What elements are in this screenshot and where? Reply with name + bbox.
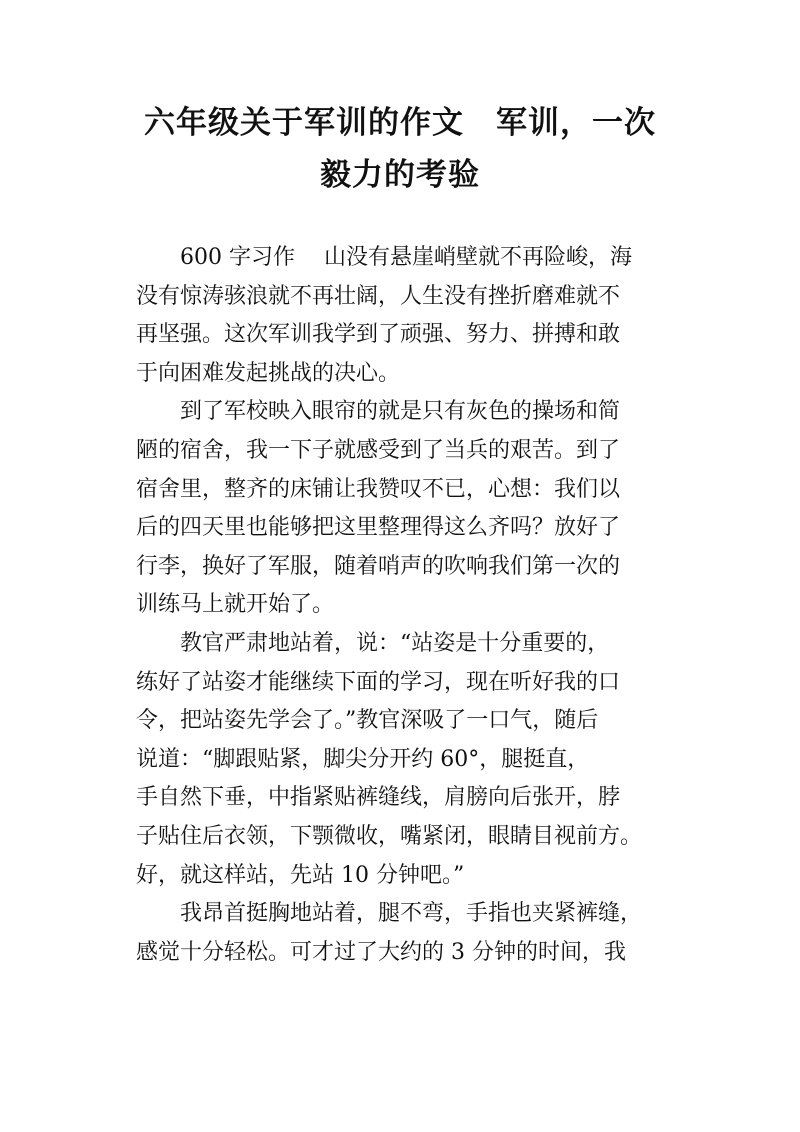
paragraph-4-line-2: 感觉十分轻松。可才过了大约的 3 分钟的时间，我 (136, 939, 626, 965)
paragraph-3-line-4: 说道：“脚跟贴紧，脚尖分开约 60°，腿挺直， (136, 746, 590, 772)
paragraph-3-line-3: 令，把站姿先学会了。”教官深吸了一口气，随后 (136, 708, 599, 734)
paragraph-3-line-6: 子贴住后衣领，下颚微收，嘴紧闭，眼睛目视前方。 (136, 823, 643, 849)
paragraph-2 (136, 393, 676, 625)
paragraph-4 (136, 895, 676, 972)
paragraph-2-line-6: 训练马上就开始了。 (136, 592, 335, 618)
paragraph-4-line-1: 我昂首挺胸地站着，腿不弯，手指也夹紧裤缝， (180, 901, 643, 927)
paragraph-2-line-3: 宿舍里，整齐的床铺让我赞叹不已，心想：我们以 (136, 476, 621, 502)
title-line-2: 毅力的考验 (320, 157, 480, 193)
paragraph-1 (136, 239, 676, 393)
paragraph-1-line-2: 没有惊涛骇浪就不再壮阔，人生没有挫折磨难就不 (136, 283, 621, 309)
paragraph-1-line-3: 再坚强。这次军训我学到了顽强、努力、拼搏和敢 (136, 322, 621, 348)
paragraph-2-line-2: 陋的宿舍，我一下子就感受到了当兵的艰苦。到了 (136, 437, 621, 463)
paragraph-3-line-2: 练好了站姿才能继续下面的学习，现在听好我的口 (136, 669, 621, 695)
title-line-1: 六年级关于军训的作文 军训，一次 (144, 105, 656, 141)
paragraph-2-line-5: 行李，换好了军服，随着哨声的吹响我们第一次的 (136, 553, 621, 579)
paragraph-2-line-1: 到了军校映入眼帘的就是只有灰色的操场和简 (180, 399, 621, 425)
document-title (120, 97, 680, 201)
paragraph-3-line-5: 手自然下垂，中指紧贴裤缝线，肩膀向后张开，脖 (136, 785, 621, 811)
paragraph-3-line-7: 好，就这样站，先站 10 分钟吧。” (136, 862, 465, 888)
paragraph-1-line-1: 600 字习作 山没有悬崖峭壁就不再险峻，海 (180, 245, 632, 270)
paragraph-3-line-1: 教官严肃地站着，说：“站姿是十分重要的， (180, 630, 610, 656)
paragraph-2-line-4: 后的四天里也能够把这里整理得这么齐吗？放好了 (136, 515, 621, 541)
document-body (136, 239, 676, 972)
paragraph-1-line-4: 于向困难发起挑战的决心。 (136, 360, 401, 386)
paragraph-3 (136, 625, 676, 895)
